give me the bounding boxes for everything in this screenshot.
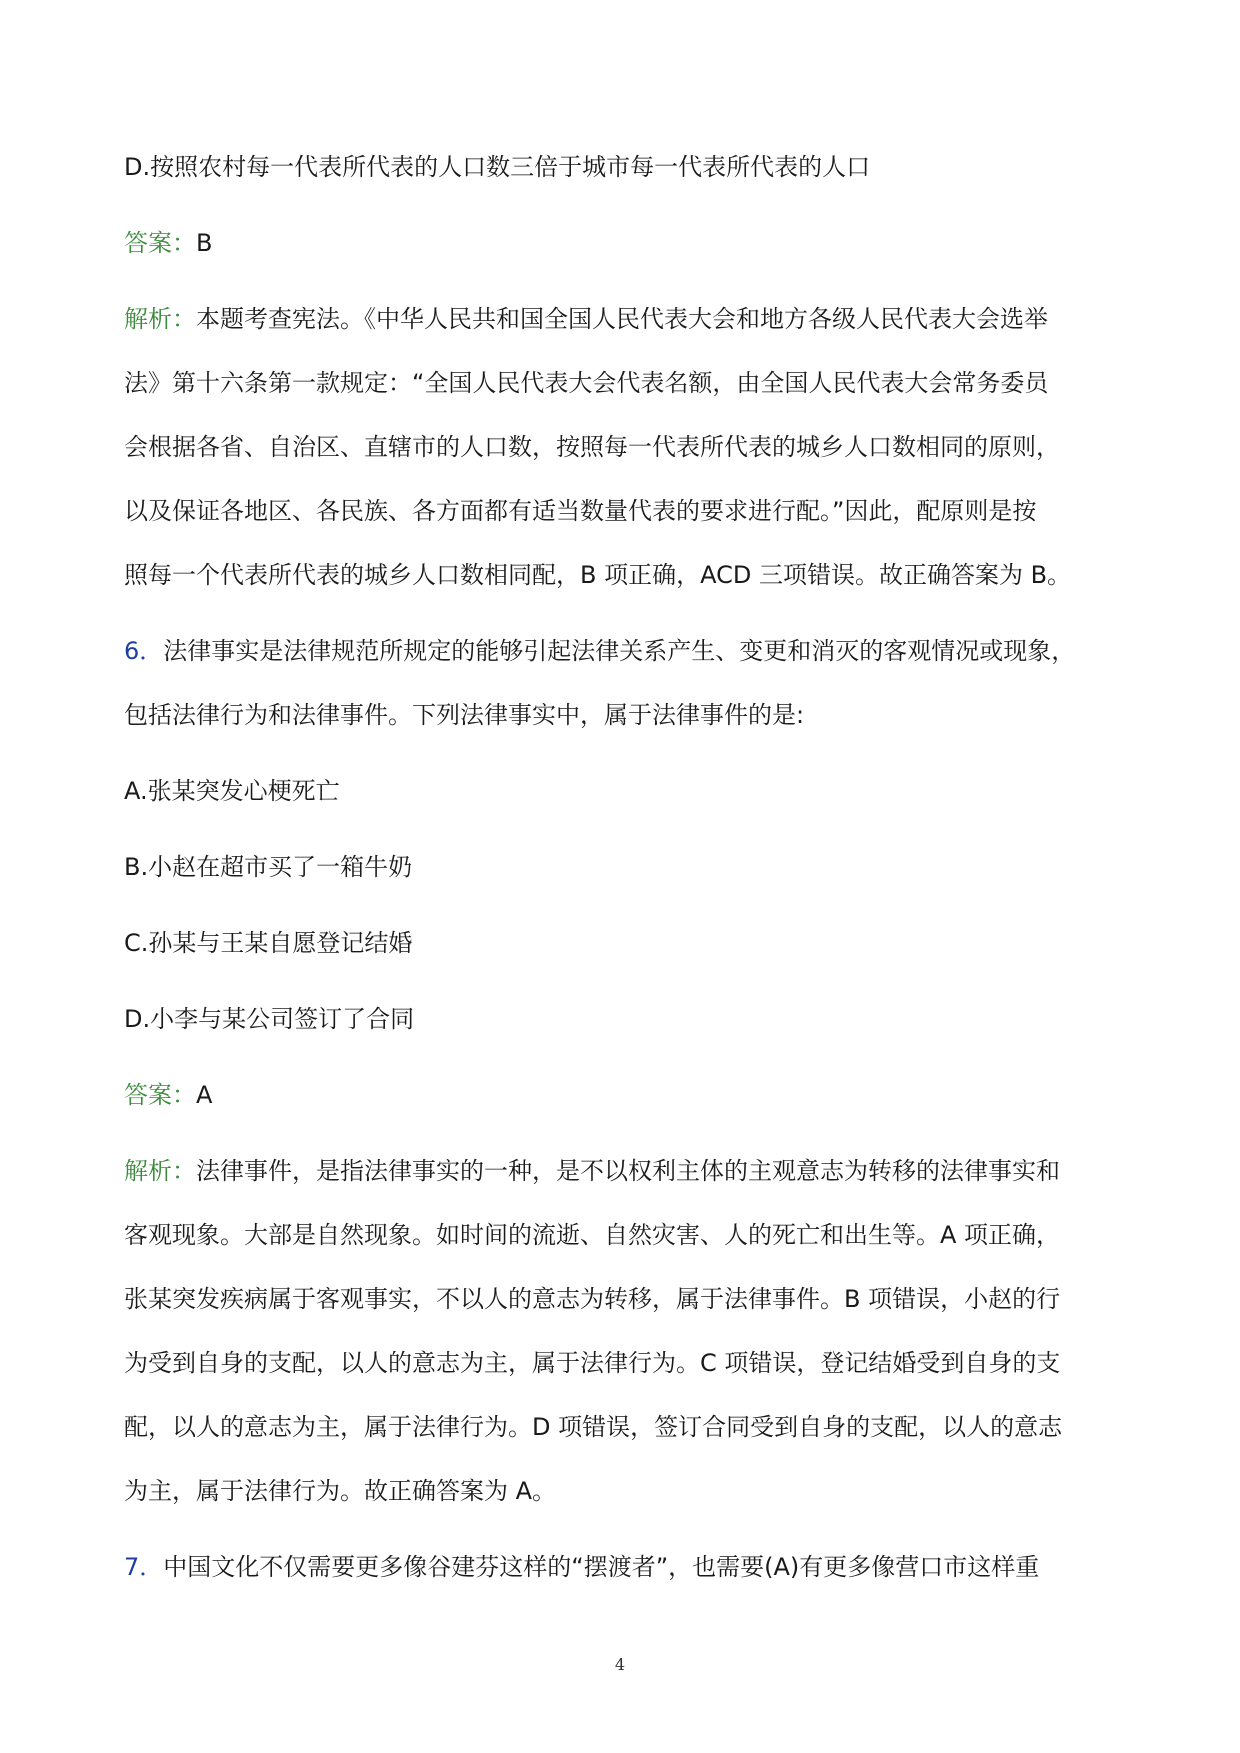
question-stem-text: 中国文化不仅需要更多像谷建芬这样的“摆渡者”，也需要(A)有更多像营口市这样重 — [163, 1553, 1040, 1581]
analysis-line: 客观现象。大部是自然现象。如时间的流逝、自然灾害、人的死亡和出生等。A 项正确， — [124, 1221, 1061, 1249]
question-6 — [124, 619, 1119, 1523]
analysis-label: 解析： — [124, 305, 196, 333]
question-stem-line — [124, 1535, 1119, 1599]
page-number: 4 — [614, 1655, 626, 1674]
question-stem-text: 法律事实是法律规范所规定的能够引起法律关系产生、变更和消灭的客观情况或现象， — [163, 637, 1076, 665]
analysis-line — [124, 1139, 1119, 1203]
analysis-line: 为受到自身的支配，以人的意志为主，属于法律行为。C 项错误，登记结婚受到自身的支 — [124, 1349, 1061, 1377]
analysis-line: 法》第十六条第一款规定：“全国人民代表大会代表名额，由全国人民代表大会常务委员 — [124, 369, 1049, 397]
q6-analysis — [124, 1139, 1119, 1523]
answer-label: 答案： — [124, 1081, 196, 1109]
analysis-line: 为主，属于法律行为。故正确答案为 A。 — [124, 1477, 557, 1505]
option-a: A.张某突发心梗死亡 — [124, 777, 340, 805]
question-stem-line: 包括法律行为和法律事件。下列法律事实中，属于法律事件的是: — [124, 701, 805, 729]
q6-answer — [124, 1063, 1119, 1127]
question-stem-line — [124, 619, 1119, 683]
question-7 — [124, 1535, 1119, 1599]
analysis-label: 解析： — [124, 1157, 196, 1185]
answer-label: 答案： — [124, 229, 196, 257]
option-b: B.小赵在超市买了一箱牛奶 — [124, 853, 413, 881]
analysis-text: 法律事件，是指法律事实的一种，是不以权利主体的主观意志为转移的法律事实和 — [196, 1157, 1060, 1185]
analysis-line — [124, 287, 1119, 351]
prev-answer — [124, 211, 1119, 275]
option-c: C.孙某与王某自愿登记结婚 — [124, 929, 413, 957]
prev-option-d: D.按照农村每一代表所代表的人口数三倍于城市每一代表所代表的人口 — [124, 153, 871, 181]
question-number: 7． — [124, 1553, 164, 1581]
analysis-line: 照每一个代表所代表的城乡人口数相同配，B 项正确，ACD 三项错误。故正确答案为 B。 — [124, 561, 1072, 589]
analysis-line: 配，以人的意志为主，属于法律行为。D 项错误，签订合同受到自身的支配，以人的意志 — [124, 1413, 1063, 1441]
option-d: D.小李与某公司签订了合同 — [124, 1005, 415, 1033]
analysis-line: 张某突发疾病属于客观事实，不以人的意志为转移，属于法律事件。B 项错误，小赵的行 — [124, 1285, 1061, 1313]
answer-value: B — [196, 229, 213, 257]
document-page-body — [124, 135, 1119, 1599]
analysis-line: 会根据各省、自治区、直辖市的人口数，按照每一代表所代表的城乡人口数相同的原则， — [124, 433, 1060, 461]
answer-value: A — [196, 1081, 213, 1109]
question-number: 6． — [124, 637, 164, 665]
prev-analysis — [124, 287, 1119, 607]
analysis-line: 以及保证各地区、各民族、各方面都有适当数量代表的要求进行配。”因此，配原则是按 — [124, 497, 1037, 525]
analysis-text: 本题考查宪法。《中华人民共和国全国人民代表大会和地方各级人民代表大会选举 — [196, 305, 1048, 333]
